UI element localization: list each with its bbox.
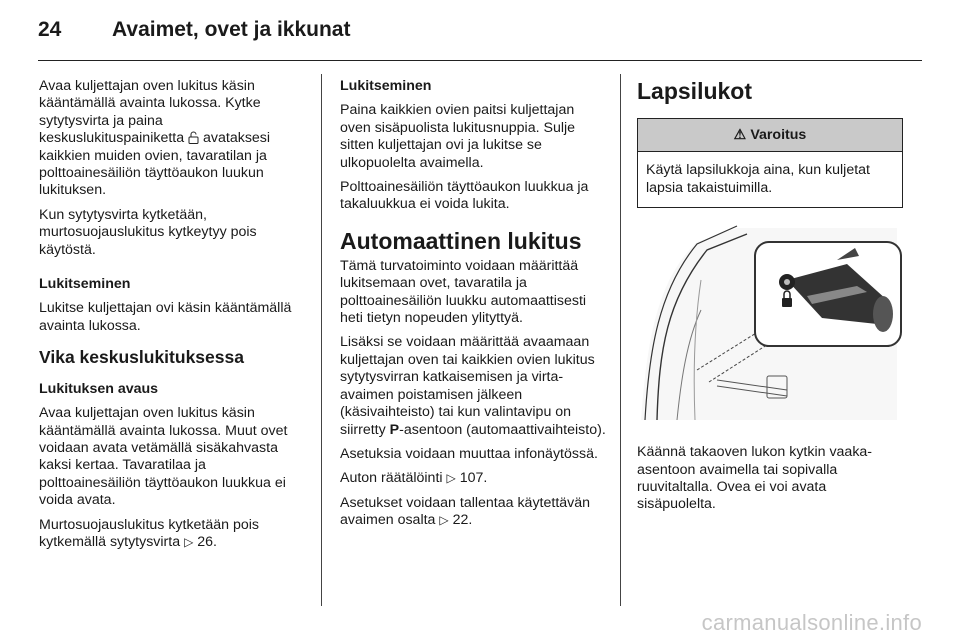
- page-ref-arrow-icon: ▷: [184, 534, 194, 549]
- column-divider: [620, 74, 621, 606]
- warning-header: ⚠ Varoitus: [638, 119, 902, 152]
- paragraph: Auton räätälöinti ▷ 107.: [340, 470, 488, 487]
- section-heading: Automaattinen lukitus: [340, 227, 582, 254]
- section-heading: Vika keskuslukituksessa: [39, 347, 244, 368]
- subheading: Lukituksen avaus: [39, 380, 159, 397]
- page-header: [38, 18, 350, 42]
- watermark: carmanualsonline.info: [701, 610, 922, 635]
- page-ref-arrow-icon: ▷: [439, 513, 449, 528]
- paragraph: Asetukset voidaan tallentaa käytettävän avaimen osalta ▷ 22.: [340, 494, 591, 529]
- page-number: 24: [38, 18, 62, 41]
- paragraph: Polttoainesäiliön täyttöaukon luukkua ja takaluukkua ei voida lukita.: [340, 179, 589, 213]
- paragraph: Lisäksi se voidaan määrittää avaamaan kuljettajan oven tai kaikkien ovien lukitus sytytysvirran katkaisemisen ja virta-avaimen poistamisen jälkeen (käsivaihteisto) tai kun valintavipu on siirretty P-asentoon (automaattivaihteisto).: [340, 334, 606, 438]
- paragraph: Avaa kuljettajan oven lukitus käsin kääntämällä avainta lukossa. Kytke sytytysvirta ja paina keskuslukituspainiketta avataksesi kaikkien muiden ovien, tavaratilan ja polttoainesäiliön täyttöaukon luukun lukituksen.: [39, 78, 271, 199]
- warning-box: [637, 118, 903, 208]
- unlock-icon: [188, 131, 199, 144]
- page-reference[interactable]: 22.: [452, 512, 473, 529]
- column-divider: [321, 74, 322, 606]
- child-lock-illustration: [637, 220, 903, 430]
- paragraph: Lukitse kuljettajan ovi käsin kääntämällä avainta lukossa.: [39, 300, 292, 334]
- paragraph: Käännä takaoven lukon kytkin vaaka-asentoon avaimella tai sopivalla ruuvitaltalla. Ovea ei voi avata sisäpuolelta.: [637, 444, 873, 513]
- paragraph: Murtosuojauslukitus kytketään pois kytkemällä sytytysvirta ▷ 26.: [39, 516, 260, 550]
- page-title: Avaimet, ovet ja ikkunat: [112, 18, 351, 41]
- warning-text: Käytä lapsilukkoja aina, kun kuljetat lapsia takaistuimilla.: [646, 162, 870, 196]
- paragraph: Asetuksia voidaan muuttaa infonäytössä.: [340, 445, 598, 462]
- page-reference[interactable]: 107.: [459, 470, 488, 487]
- section-heading: Lapsilukot: [637, 78, 753, 104]
- column-3: [637, 78, 903, 521]
- page-reference[interactable]: 26.: [197, 533, 217, 550]
- header-rule: [38, 60, 922, 61]
- column-1: [39, 78, 307, 558]
- paragraph: Tämä turvatoiminto voidaan määrittää lukitsemaan ovet, tavaratila ja polttoainesäiliön luukku automaattisesti heti tietyn nopeuden ylityttyä.: [340, 257, 587, 327]
- subheading: Lukitseminen: [340, 78, 432, 94]
- column-2: [340, 78, 608, 537]
- subheading: Lukitseminen: [39, 276, 131, 293]
- paragraph: Avaa kuljettajan oven lukitus käsin kääntämällä avainta lukossa. Muut ovet voidaan avata vetämällä sisäkahvasta kaksi kertaa. Tavaratilaa ja polttoainesäiliön täyttöaukon luukkua ei voida avata.: [39, 405, 288, 509]
- paragraph: Paina kaikkien ovien paitsi kuljettajan oven sisäpuolista lukitusnuppia. Sulje sitten kuljettajan ovi ja lukitse se ulkopuolelta avaimella.: [340, 102, 576, 171]
- page-ref-arrow-icon: ▷: [446, 471, 456, 486]
- paragraph: Kun sytytysvirta kytketään, murtosuojauslukitus kytkeytyy pois käytöstä.: [39, 206, 257, 258]
- warning-triangle-icon: ⚠: [733, 127, 747, 143]
